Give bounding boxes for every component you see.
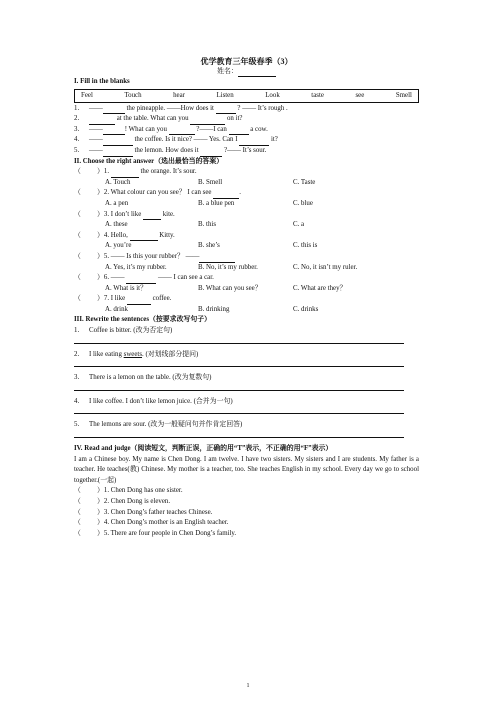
answer-blank[interactable]	[103, 148, 133, 157]
name-blank[interactable]	[238, 68, 276, 77]
answer-paren[interactable]: （	[74, 189, 81, 197]
option-b[interactable]: B. this	[198, 221, 216, 229]
answer-blank[interactable]	[89, 116, 115, 125]
item-text: I like coffee. I don’t like lemon juice. (合并为一句)	[89, 397, 233, 405]
question-text: ）1.	[97, 168, 111, 176]
answer-line[interactable]	[74, 434, 404, 438]
option-a[interactable]: A. these	[105, 221, 128, 229]
answer-paren[interactable]: （	[74, 498, 81, 505]
item-text: ?—— It’s sour.	[222, 146, 267, 154]
dash: ——	[89, 136, 103, 144]
judge-item-3	[74, 508, 419, 519]
item-text: ?——I can	[194, 125, 229, 133]
answer-blank[interactable]	[239, 137, 269, 146]
item-number: 3.	[74, 374, 80, 382]
option-a[interactable]: A. What is it？	[105, 284, 147, 292]
fill-item-3	[74, 125, 419, 136]
answer-blank[interactable]	[130, 232, 158, 241]
judge-item-5	[74, 529, 419, 540]
question-text: Kitty.	[157, 231, 175, 239]
question-text: ）7. I like	[97, 295, 127, 303]
judge-item-4	[74, 518, 419, 529]
item-text: on it?	[225, 115, 243, 123]
answer-blank[interactable]	[216, 105, 236, 114]
answer-line[interactable]	[74, 387, 404, 391]
choice-item-7	[74, 294, 419, 315]
option-c[interactable]: C. What are they？	[293, 284, 347, 292]
option-c[interactable]: C. drinks	[293, 305, 319, 313]
item-number: 2.	[74, 350, 80, 358]
page-number: 1	[246, 683, 250, 689]
section-3-heading: III. Rewrite the sentences（按要求改写句子）	[74, 316, 212, 324]
worksheet	[74, 56, 419, 539]
answer-blank[interactable]	[213, 190, 239, 199]
dash: ——	[89, 125, 103, 133]
option-a[interactable]: A. Touch	[105, 178, 131, 186]
option-c[interactable]: C. a	[293, 221, 305, 229]
item-number: 1.	[74, 104, 80, 112]
option-a[interactable]: A. drink	[105, 305, 128, 313]
option-b[interactable]: B. No, it’s my rubber.	[198, 263, 258, 271]
answer-paren[interactable]: （	[74, 519, 81, 527]
answer-paren[interactable]: （	[74, 210, 81, 218]
option-b[interactable]: B. What can you see？	[198, 284, 262, 292]
question-text: ）4. Hello,	[97, 231, 130, 239]
answer-blank[interactable]	[103, 105, 125, 114]
choice-item-4	[74, 231, 419, 252]
item-number: 5.	[74, 146, 80, 154]
statement-text: ）4. Chen Dong’s mother is an English teacher.	[97, 519, 229, 527]
option-c[interactable]: C. blue	[293, 199, 313, 207]
item-text: a cow.	[248, 125, 268, 133]
item-text: There is a lemon on the table. (改为复数句)	[89, 374, 212, 382]
option-c[interactable]: C. No, it isn’t my ruler.	[293, 263, 358, 271]
answer-blank[interactable]	[143, 211, 161, 220]
answer-blank[interactable]	[200, 148, 222, 157]
choice-item-3	[74, 210, 419, 231]
question-text: coffee.	[150, 295, 172, 303]
section-4-heading: IV. Read and judge（阅读短文，判断正误，正确的用“T”表示，不正确的用“F”表示）	[74, 445, 333, 453]
question-text: ）5. —— Is this your rubber？ ——	[97, 252, 200, 260]
answer-blank[interactable]	[111, 169, 139, 178]
item-text: at the table. What can you	[115, 115, 191, 123]
fill-item-2	[74, 114, 419, 125]
item-text: the coffee. Is it nice? —— Yes. Can I	[132, 136, 240, 144]
option-b[interactable]: B. a blue pen	[198, 199, 235, 207]
answer-blank[interactable]	[103, 137, 133, 146]
section-2-heading: II. Choose the right answer（选出最恰当的答案）	[74, 157, 224, 165]
answer-blank[interactable]	[127, 296, 151, 305]
answer-paren[interactable]: （	[74, 487, 81, 495]
option-a[interactable]: A. Yes, it’s my rubber.	[105, 263, 167, 271]
answer-line[interactable]	[74, 363, 404, 367]
answer-paren[interactable]: （	[74, 529, 81, 537]
answer-paren[interactable]: （	[74, 168, 81, 176]
answer-line[interactable]	[74, 340, 404, 344]
question-text: kite.	[161, 210, 175, 218]
section-1-heading: I. Fill in the blanks	[74, 78, 130, 85]
answer-blank[interactable]	[169, 126, 195, 135]
statement-text: ）1. Chen Dong has one sister.	[97, 487, 183, 495]
choice-item-5	[74, 252, 419, 273]
name-label: 姓名：	[217, 68, 238, 75]
item-text: The lemons are sour. (改为一般疑问句并作肯定回答)	[89, 421, 243, 429]
word-bank-item: taste	[311, 91, 324, 99]
word-bank-item: Smell	[395, 91, 412, 99]
choice-item-1	[74, 167, 419, 188]
dash: ——	[89, 146, 103, 154]
answer-paren[interactable]: （	[74, 231, 81, 239]
rewrite-item-3	[74, 373, 419, 384]
answer-paren[interactable]: （	[74, 274, 81, 282]
word-bank-item: Listen	[216, 91, 234, 99]
question-text: .	[239, 189, 241, 197]
rewrite-item-1	[74, 326, 419, 337]
word-bank	[74, 89, 419, 103]
dash: ——	[89, 104, 103, 112]
item-text: Coffee is bitter. (改为否定句)	[89, 327, 173, 335]
item-text: I like eating	[89, 350, 124, 358]
item-text: ! What can you	[124, 125, 169, 133]
answer-blank[interactable]	[126, 275, 156, 284]
item-text: ? —— It’s rough .	[235, 104, 288, 112]
answer-paren[interactable]: （	[74, 252, 81, 260]
item-number: 2.	[74, 115, 80, 123]
answer-line[interactable]	[74, 410, 404, 414]
page-title: 优学教育三年级春季（3）	[200, 57, 293, 66]
option-b[interactable]: B. she’s	[198, 242, 220, 250]
word-bank-item: Feel	[81, 91, 93, 99]
answer-blank[interactable]	[190, 116, 225, 125]
item-text: . (对划线部分提问)	[142, 350, 199, 358]
option-c[interactable]: C. this is	[293, 242, 318, 250]
fill-item-1	[74, 104, 419, 115]
item-text: the lemon. How does it	[132, 146, 201, 154]
item-number: 3.	[74, 125, 80, 133]
answer-paren[interactable]: （	[74, 508, 81, 516]
rewrite-item-2	[74, 350, 419, 361]
item-text: the pineapple. ——How does it	[124, 104, 216, 112]
answer-blank[interactable]	[199, 254, 235, 263]
reading-passage: I am a Chinese boy. My name is Chen Dong. I am twelve. I have two sisters. My sisters and I are students. My father is a teacher. He teaches(教) Chinese. My mother is a teacher, too. She teaches English in my school. Every day we go to school together.(一起)	[74, 455, 419, 484]
item-number: 1.	[74, 327, 80, 335]
option-b[interactable]: B. drinking	[198, 305, 230, 313]
item-number: 5.	[74, 421, 80, 429]
rewrite-item-4	[74, 397, 419, 408]
choice-item-6	[74, 273, 419, 294]
statement-text: ）2. Chen Dong is eleven.	[97, 498, 171, 505]
item-number: 4.	[74, 136, 80, 144]
option-b[interactable]: B. Smell	[198, 178, 223, 186]
word-bank-item: hear	[173, 91, 185, 99]
option-c[interactable]: C. Taste	[293, 178, 316, 186]
option-a[interactable]: A. a pen	[105, 199, 129, 207]
word-bank-item: Touch	[124, 91, 142, 99]
fill-item-5	[74, 146, 419, 157]
item-number: 4.	[74, 397, 80, 405]
question-text: ）2. What colour can you see？ I can see	[97, 189, 214, 197]
answer-paren[interactable]: （	[74, 295, 81, 303]
word-bank-item: Look	[265, 91, 280, 99]
word-bank-item: see	[355, 91, 365, 99]
judge-item-2	[74, 497, 419, 508]
choice-item-2	[74, 188, 419, 209]
fill-item-4	[74, 135, 419, 146]
question-text: ）6. ——	[97, 274, 127, 282]
question-text: ）3. I don’t like	[97, 210, 143, 218]
option-a[interactable]: A. you’re	[105, 242, 132, 250]
underlined-word: sweets	[123, 350, 143, 358]
item-text: it?	[269, 136, 278, 144]
judge-item-1	[74, 486, 419, 497]
answer-blank[interactable]	[103, 126, 125, 135]
statement-text: ）3. Chen Dong’s father teaches Chinese.	[97, 508, 213, 516]
question-text: —— I can see a car.	[156, 274, 214, 282]
answer-blank[interactable]	[229, 126, 249, 135]
rewrite-item-5	[74, 420, 419, 431]
name-row	[74, 67, 419, 77]
statement-text: ）5. There are four people in Chen Dong’s family.	[97, 529, 237, 537]
question-text: the orange. It’s sour.	[138, 168, 197, 176]
